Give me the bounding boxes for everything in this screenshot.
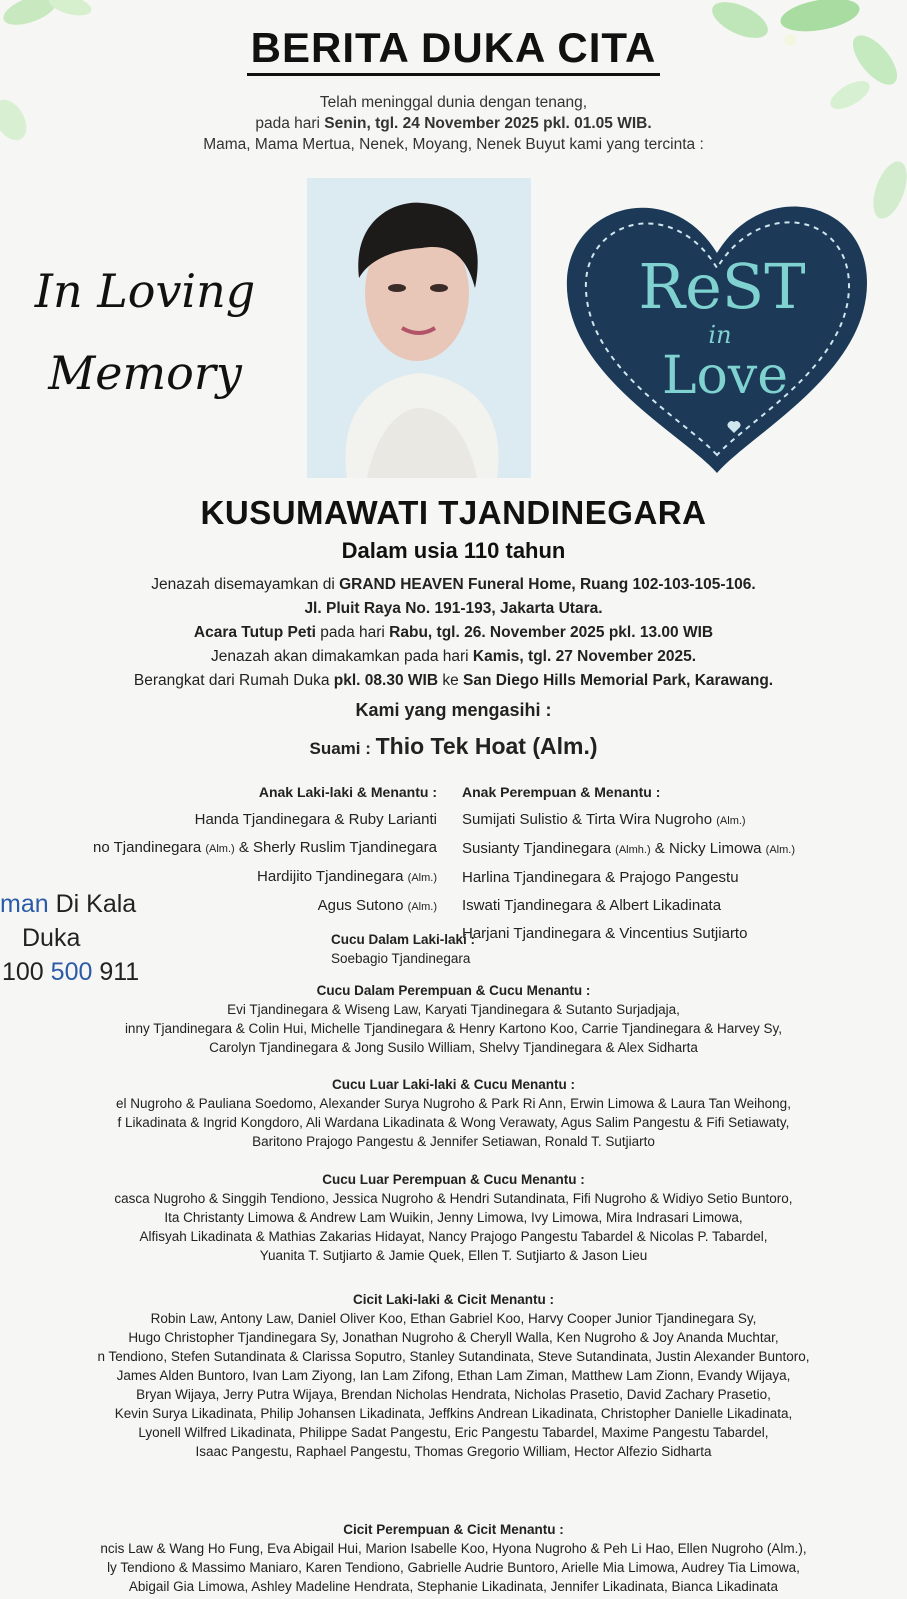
list-item: Hardijito Tjandinegara (Alm.) <box>257 868 437 885</box>
loved-by-heading: Kami yang mengasihi : <box>355 700 552 720</box>
intro-text <box>0 92 907 155</box>
details-line-3 <box>0 621 907 645</box>
grandsons-outer-heading: Cucu Luar Laki-laki & Cucu Menantu : <box>331 1077 576 1092</box>
list-item: Kevin Surya Likadinata, Philip Johansen Likadinata, Jeffkins Andrean Likadinata, Christopher Danielle Likadinata, <box>114 1406 793 1421</box>
great-grandsons-heading: Cicit Laki-laki & Cicit Menantu : <box>352 1292 555 1307</box>
list-item: Baritono Prajogo Pangestu & Jennifer Setiawan, Ronald T. Sutjiarto <box>252 1134 655 1149</box>
heart-text-love: Love <box>662 346 788 406</box>
list-item: n Tendiono, Stefen Sutandinata & Clarissa Soputro, Stanley Sutandinata, Steve Sutandinata, Justin Alexander Buntoro, <box>97 1349 810 1364</box>
list-item: no Tjandinegara (Alm.) & Sherly Ruslim Tjandinegara <box>93 839 437 856</box>
great-granddaughters <box>0 1520 907 1596</box>
page-title: BERITA DUKA CITA <box>0 24 907 72</box>
husband-line <box>0 733 907 760</box>
list-item: ncis Law & Wang Ho Fung, Eva Abigail Hui, Marion Isabelle Koo, Hyona Nugroho & Peh Li Hao, Ellen Nugroho (Alm.), <box>100 1541 807 1556</box>
list-item: Abigail Gia Limowa, Ashley Madeline Hendrata, Stephanie Likadinata, Jennifer Likadinata, Bianca Likadinata <box>128 1579 779 1594</box>
list-item: Susianty Tjandinegara (Almh.) & Nicky Limowa (Alm.) <box>462 840 795 857</box>
rest-in-love-heart <box>562 183 872 478</box>
in-loving-memory <box>0 250 290 414</box>
ad-line-2: Duka <box>22 924 81 952</box>
grandsons-inner <box>331 930 475 968</box>
list-item: Agus Sutono (Alm.) <box>317 897 437 914</box>
granddaughters-outer <box>0 1170 907 1265</box>
ad-line-1: man Di Kala <box>0 890 137 918</box>
daughters-heading: Anak Perempuan & Menantu : <box>462 784 661 800</box>
details-line-5-b: pkl. 08.30 WIB <box>333 672 439 689</box>
details-line-3-c: Rabu, tgl. 26. November 2025 pkl. 13.00 WIB <box>389 624 714 641</box>
intro-line-2-prefix: pada hari <box>255 115 325 132</box>
list-item: Isaac Pangestu, Raphael Pangestu, Thomas Gregorio William, Hector Alfezio Sidharta <box>195 1444 712 1459</box>
list-item: James Alden Buntoro, Ivan Lam Ziyong, Ian Lam Zifong, Ethan Lam Ziman, Matthew Lam Zionn, Evandy Wijaya, <box>116 1368 791 1383</box>
in-loving-memory-line-2: Memory <box>48 346 242 400</box>
details-address: Jl. Pluit Raya No. 191-193, Jakarta Utara. <box>304 600 603 617</box>
details-line-4 <box>0 645 907 669</box>
details-line-5-d: San Diego Hills Memorial Park, Karawang. <box>463 672 774 689</box>
details-line-5 <box>0 669 907 693</box>
list-item: Ita Christanty Limowa & Andrew Lam Wuikin, Jenny Limowa, Ivy Limowa, Mira Indrasari Limowa, <box>164 1210 743 1225</box>
details-line-3-b: pada hari <box>315 624 390 641</box>
grandsons-inner-names: Soebagio Tjandinegara <box>331 951 471 966</box>
list-item: Hugo Christopher Tjandinegara Sy, Jonathan Nugroho & Cheryll Walla, Ken Nugroho & Joy Ananda Muchtar, <box>128 1330 779 1345</box>
grandsons-outer <box>0 1075 907 1151</box>
granddaughters-inner <box>0 981 907 1057</box>
details-line-1-a: Jenazah disemayamkan di <box>151 576 340 593</box>
list-item: casca Nugroho & Singgih Tendiono, Jessica Nugroho & Hendri Sutandinata, Fifi Nugroho & Widiyo Setio Buntoro, <box>114 1191 793 1206</box>
list-item: Carolyn Tjandinegara & Jong Susilo William, Shelvy Tjandinegara & Alex Sidharta <box>209 1040 698 1055</box>
heart-text-rest: ReST <box>638 250 806 323</box>
grandsons-inner-heading: Cucu Dalam Laki-laki : <box>331 932 476 947</box>
details-line-2 <box>0 597 907 621</box>
list-item: ly Tendiono & Massimo Maniaro, Karen Tendiono, Gabrielle Audrie Buntoro, Arielle Mia Limowa, Audrey Tia Limowa, <box>107 1560 800 1575</box>
details-line-3-a: Acara Tutup Peti <box>193 624 316 641</box>
list-item: Lyonell Wilfred Likadinata, Philippe Sadat Pangestu, Eric Pangestu Tabardel, Maxime Pangestu Tabardel, <box>138 1425 769 1440</box>
details-line-1-b: GRAND HEAVEN Funeral Home, Ruang 102-103-105-106. <box>339 576 756 593</box>
funeral-details <box>0 573 907 693</box>
list-item: f Likadinata & Ingrid Kongdoro, Ali Wardana Likadinata & Wong Verawaty, Agus Salim Pangestu & Fifi Setiawaty, <box>117 1115 790 1130</box>
list-item: Yuanita T. Sutjiarto & Jamie Quek, Ellen T. Sutjiarto & Jason Lieu <box>259 1248 648 1263</box>
great-grandsons <box>0 1290 907 1461</box>
list-item: Robin Law, Antony Law, Daniel Oliver Koo, Ethan Gabriel Koo, Harvy Cooper Junior Tjandinegara Sy, <box>150 1311 757 1326</box>
list-item: inny Tjandinegara & Colin Hui, Michelle Tjandinegara & Henry Kartono Koo, Carrie Tjandinegara & Harvey Sy, <box>124 1021 783 1036</box>
intro-line-2 <box>0 113 907 134</box>
details-line-5-a: Berangkat dari Rumah Duka <box>133 672 334 689</box>
husband-name: Thio Tek Hoat (Alm.) <box>375 733 598 759</box>
sons-heading: Anak Laki-laki & Menantu : <box>258 784 437 800</box>
great-granddaughters-heading: Cicit Perempuan & Cicit Menantu : <box>343 1522 564 1537</box>
list-item: Alfisyah Likadinata & Mathias Zakarias Hidayat, Nancy Prajogo Pangestu Tabardel & Nicolas P. Tabardel, <box>139 1229 768 1244</box>
list-item: Harlina Tjandinegara & Prajogo Pangestu <box>462 869 739 886</box>
granddaughters-inner-heading: Cucu Dalam Perempuan & Cucu Menantu : <box>316 983 591 998</box>
list-item: Iswati Tjandinegara & Albert Likadinata <box>462 897 722 914</box>
intro-date: Senin, tgl. 24 November 2025 pkl. 01.05 WIB. <box>324 115 652 132</box>
list-item: Bryan Wijaya, Jerry Putra Wijaya, Brendan Nicholas Hendrata, Nicholas Prasetio, David Zachary Prasetio, <box>136 1387 771 1402</box>
details-line-4-a: Jenazah akan dimakamkan pada hari <box>210 648 473 665</box>
in-loving-memory-line-1: In Loving <box>34 264 256 318</box>
portrait-photo <box>307 178 531 478</box>
intro-line-1: Telah meninggal dunia dengan tenang, <box>319 94 588 111</box>
details-line-4-b: Kamis, tgl. 27 November 2025. <box>472 648 697 665</box>
deceased-name: KUSUMAWATI TJANDINEGARA <box>200 494 707 531</box>
granddaughters-outer-heading: Cucu Luar Perempuan & Cucu Menantu : <box>322 1172 585 1187</box>
details-line-1 <box>0 573 907 597</box>
list-item: Handa Tjandinegara & Ruby Larianti <box>194 811 437 828</box>
deceased-age: Dalam usia 110 tahun <box>341 538 566 563</box>
list-item: Sumijati Sulistio & Tirta Wira Nugroho (Alm.) <box>462 811 746 828</box>
intro-line-3: Mama, Mama Mertua, Nenek, Moyang, Nenek Buyut kami yang tercinta : <box>203 136 704 153</box>
details-line-5-c: ke <box>438 672 463 689</box>
advertiser-overlay <box>0 887 175 989</box>
husband-label: Suami : <box>309 739 376 758</box>
list-item: Evi Tjandinegara & Wiseng Law, Karyati Tjandinegara & Sutanto Surjadjaja, <box>227 1002 680 1017</box>
ad-phone: 100 500 911 <box>2 958 140 986</box>
list-item: el Nugroho & Pauliana Soedomo, Alexander Surya Nugroho & Park Ri Ann, Erwin Limowa & Laura Tan Weihong, <box>116 1096 791 1111</box>
list-item: Harjani Tjandinegara & Vincentius Sutjiarto <box>462 925 748 942</box>
daughters-list <box>462 778 795 948</box>
heart-text-in: in <box>708 321 732 349</box>
